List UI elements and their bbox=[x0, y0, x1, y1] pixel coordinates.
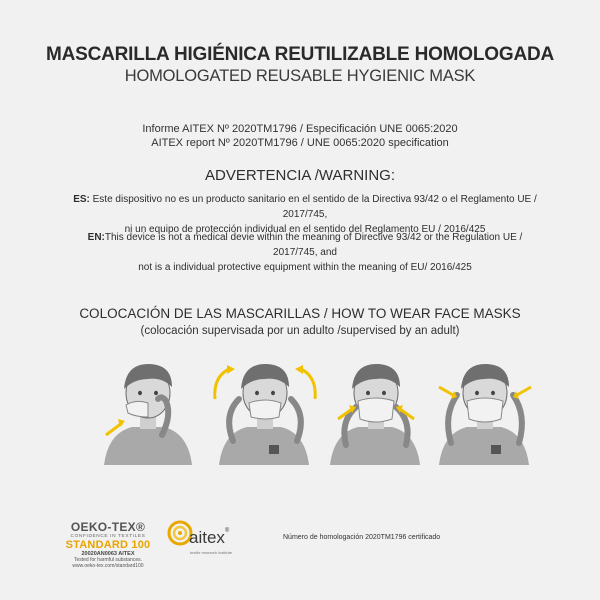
title-spanish: MASCARILLA HIGIÉNICA REUTILIZABLE HOMOLOGADA bbox=[45, 44, 555, 65]
step-2-illustration bbox=[205, 355, 325, 465]
title-english: HOMOLOGATED REUSABLE HYGIENIC MASK bbox=[124, 67, 476, 85]
step-1-illustration bbox=[92, 355, 212, 465]
warning-en-line2: not is a individual protective equipment within the meaning of EU/ 2016/425 bbox=[138, 262, 472, 273]
warning-es-line1: Este dispositivo no es un producto sanitario en el sentido de la Directiva 93/42 o el Reglamento UE / 2017/745, bbox=[92, 194, 537, 220]
oeko-tex-brand: OEKO-TEX® bbox=[70, 520, 146, 534]
report-block bbox=[0, 122, 600, 150]
oeko-tex-confidence: CONFIDENCE IN TEXTILES bbox=[70, 534, 146, 539]
oeko-tex-label bbox=[58, 520, 158, 569]
aitex-logo: aitex® textile research institute bbox=[165, 514, 265, 564]
warning-title: ADVERTENCIA /WARNING: bbox=[204, 167, 396, 184]
arrow-icon bbox=[301, 369, 315, 399]
oeko-tex-tested: Tested for harmful substances. bbox=[73, 557, 143, 563]
warning-es-prefix: ES: bbox=[73, 194, 90, 205]
homologation-number: Número de homologación 2020TM1796 certificado bbox=[283, 534, 441, 541]
report-line-english: AITEX report Nº 2020TM1796 / UNE 0065:2020 specification bbox=[151, 137, 449, 149]
howto-title: COLOCACIÓN DE LAS MASCARILLAS / HOW TO WEAR FACE MASKS bbox=[79, 306, 521, 321]
mask-steps-illustration bbox=[0, 355, 600, 465]
child-figure-icon bbox=[439, 364, 529, 465]
oeko-tex-code: 20020AN0063 AITEX bbox=[81, 551, 135, 557]
step-4-illustration bbox=[425, 355, 545, 465]
warning-english bbox=[70, 230, 540, 275]
arrow-icon bbox=[439, 387, 453, 395]
arrow-icon bbox=[517, 387, 531, 395]
arrow-icon bbox=[215, 369, 229, 399]
warning-es-line2: ni un equipo de protección individual en el sentido del Reglamento EU / 2016/425 bbox=[124, 224, 486, 235]
warning-en-prefix: EN: bbox=[87, 232, 105, 243]
aitex-tagline: textile research institute bbox=[190, 550, 233, 555]
oeko-tex-standard: STANDARD 100 bbox=[65, 539, 151, 551]
child-figure-icon bbox=[104, 364, 192, 465]
aitex-wordmark: aitex bbox=[189, 528, 225, 547]
oeko-tex-url: www.oeko-tex.com/standard100 bbox=[72, 563, 144, 569]
child-figure-icon bbox=[219, 364, 309, 465]
warning-en-line1: This device is not a medical devie within the meaning of Directive 93/42 or the Regulation UE / 2017/745, and bbox=[104, 232, 523, 258]
step-3-illustration bbox=[316, 355, 436, 465]
report-line-spanish: Informe AITEX Nº 2020TM1796 / Especificación UNE 0065:2020 bbox=[142, 123, 458, 135]
howto-subtitle: (colocación supervisada por un adulto /supervised by an adult) bbox=[140, 325, 460, 337]
